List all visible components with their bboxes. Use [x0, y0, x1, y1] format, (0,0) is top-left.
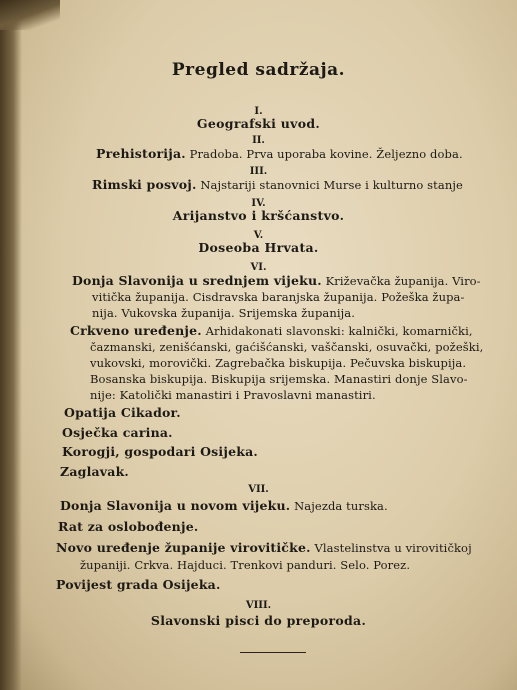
entry-detail: vukovski, morovički. Zagrebačka biskupija. Pečuvska biskupija. [90, 356, 467, 370]
entry-heading: Korogji, gospodari Osijeka. [62, 444, 258, 459]
section-heading-1: Geografski uvod. [196, 116, 321, 131]
entry-heading: Povijest grada Osijeka. [56, 577, 221, 592]
entry-detail: Bosanska biskupija. Biskupija srijemska. Manastiri donje Slavo- [90, 372, 468, 386]
end-rule [240, 652, 306, 653]
section-numeral-1: I. [254, 106, 263, 117]
entry-line [56, 540, 472, 555]
section-heading-4: Arijanstvo i kršćanstvo. [172, 208, 345, 223]
section-heading-3: Rimski posvoj. [92, 177, 197, 192]
entry-heading: Rat za oslobođenje. [58, 519, 199, 534]
section-detail-2: Pradoba. Prva uporaba kovine. Željezno doba. [189, 147, 463, 161]
entry-line [70, 323, 473, 338]
section-numeral-4: IV. [251, 198, 266, 209]
entry-heading: Zaglavak. [60, 464, 129, 479]
section-line-3 [92, 177, 463, 192]
section-numeral-5: V. [253, 230, 264, 241]
entry-detail: nija. Vukovska županija. Srijemska županija. [92, 306, 356, 320]
entry-detail: Arhidakonati slavonski: kalnički, komarnički, [205, 324, 473, 338]
page-title: Pregled sadržaja. [171, 60, 346, 80]
section-numeral-3: III. [249, 166, 268, 177]
entry-line [72, 273, 481, 288]
entry-detail: Vlastelinstva u virovitičkoj [314, 541, 472, 555]
entry-heading: Donja Slavonija u srednjem vijeku. [72, 273, 322, 288]
entry-heading: Crkveno uređenje. [70, 323, 202, 338]
section-numeral-2: II. [252, 135, 265, 146]
section-line-2 [96, 146, 463, 161]
section-numeral-6: VI. [250, 262, 267, 273]
section-numeral-7: VII. [248, 484, 269, 495]
entry-detail: nije: Katolički manastiri i Pravoslavni manastiri. [90, 388, 376, 402]
page-corner-shadow [0, 0, 60, 30]
entry-line [60, 498, 388, 513]
entry-heading: Osječka carina. [62, 425, 173, 440]
entry-detail: čazmanski, zenišćanski, gaćišćanski, vaščanski, osuvački, požeški, [90, 340, 484, 354]
section-heading-2: Prehistorija. [96, 146, 186, 161]
section-heading-5: Doseoba Hrvata. [198, 240, 319, 255]
section-numeral-8: VIII. [245, 600, 272, 611]
entry-heading: Donja Slavonija u novom vijeku. [60, 498, 291, 513]
entry-detail: Križevačka županija. Viro- [325, 274, 481, 288]
entry-detail: vitička županija. Cisdravska baranjska županija. Požeška župa- [92, 290, 465, 304]
book-spine-shadow [0, 0, 22, 690]
section-detail-3: Najstariji stanovnici Murse i kulturno stanje [200, 178, 463, 192]
section-heading-8: Slavonski pisci do preporoda. [150, 613, 367, 628]
entry-detail: Najezda turska. [294, 499, 388, 513]
entry-heading: Opatija Cikador. [64, 405, 181, 420]
entry-heading: Novo uređenje županije virovitičke. [56, 540, 311, 555]
entry-detail: županiji. Crkva. Hajduci. Trenkovi panduri. Selo. Porez. [80, 558, 411, 572]
